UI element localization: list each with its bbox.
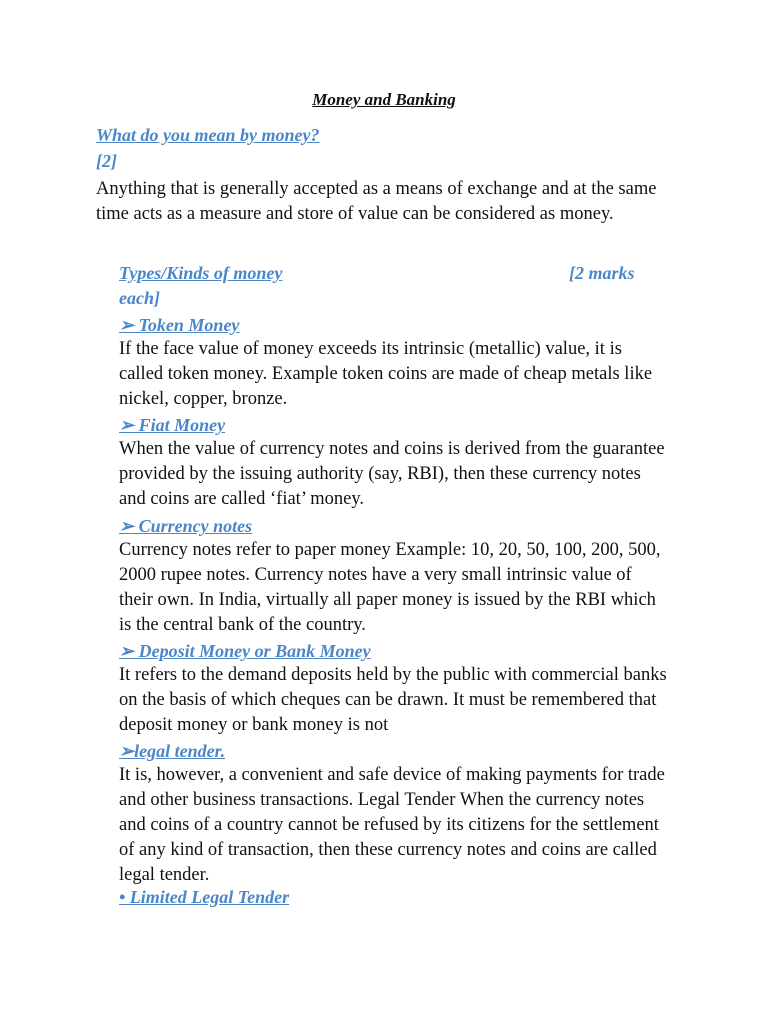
types-heading: Types/Kinds of money xyxy=(119,263,283,283)
section-heading-limited-legal-tender-text: • Limited Legal Tender xyxy=(119,887,290,907)
section-body-fiat-money: When the value of currency notes and coins is derived from the guarantee provided by the issuing authority (say, RBI), then these currency notes and coins are called ‘fiat’ money. xyxy=(119,439,665,509)
section-body-token-money: If the face value of money exceeds its intrinsic (metallic) value, it is called token money. Example token coins are made of cheap metals like nickel, copper, bronze. xyxy=(119,339,653,409)
section-heading-token-money-text: ➢ Token Money xyxy=(119,315,240,335)
question-heading xyxy=(96,122,320,174)
section-body-currency-notes: Currency notes refer to paper money Example: 10, 20, 50, 100, 200, 500, 2000 rupee notes. Currency notes have a very small intrinsic value of their own. In India, virtually all paper money is issued by the RBI which is the central bank of the country. xyxy=(119,540,661,635)
section-heading-limited-legal-tender xyxy=(119,885,289,909)
section-heading-legal-tender xyxy=(119,739,225,763)
section-heading-fiat-money xyxy=(119,413,225,437)
section-heading-currency-notes-text: ➢ Currency notes xyxy=(119,516,253,536)
page-title: Money and Banking xyxy=(312,90,456,109)
section-heading-deposit-money xyxy=(119,639,371,663)
section-heading-fiat-money-text: ➢ Fiat Money xyxy=(119,415,226,435)
section-body-deposit-money: It refers to the demand deposits held by the public with commercial banks on the basis of which cheques can be drawn. It must be remembered that deposit money or bank money is not xyxy=(119,665,667,735)
section-heading-currency-notes xyxy=(119,514,252,538)
section-body-legal-tender: It is, however, a convenient and safe device of making payments for trade and other business transactions. Legal Tender When the currency notes and coins of a country cannot be refused by its citizens for the settlement of any kind of transaction, then these currency notes and coins are called legal tender. xyxy=(119,765,665,885)
intro-paragraph: Anything that is generally accepted as a means of exchange and at the same time acts as a measure and store of value can be considered as money. xyxy=(96,179,657,224)
section-heading-token-money xyxy=(119,313,239,337)
question-text: What do you mean by money? xyxy=(96,125,320,145)
section-heading-deposit-money-text: ➢ Deposit Money or Bank Money xyxy=(119,641,371,661)
question-marks: [2] xyxy=(96,151,117,171)
section-heading-legal-tender-text: ➢legal tender. xyxy=(119,741,226,761)
types-marks: [2 marks xyxy=(569,263,635,283)
types-marks-continued: each] xyxy=(119,288,160,308)
types-heading-row xyxy=(119,261,659,311)
